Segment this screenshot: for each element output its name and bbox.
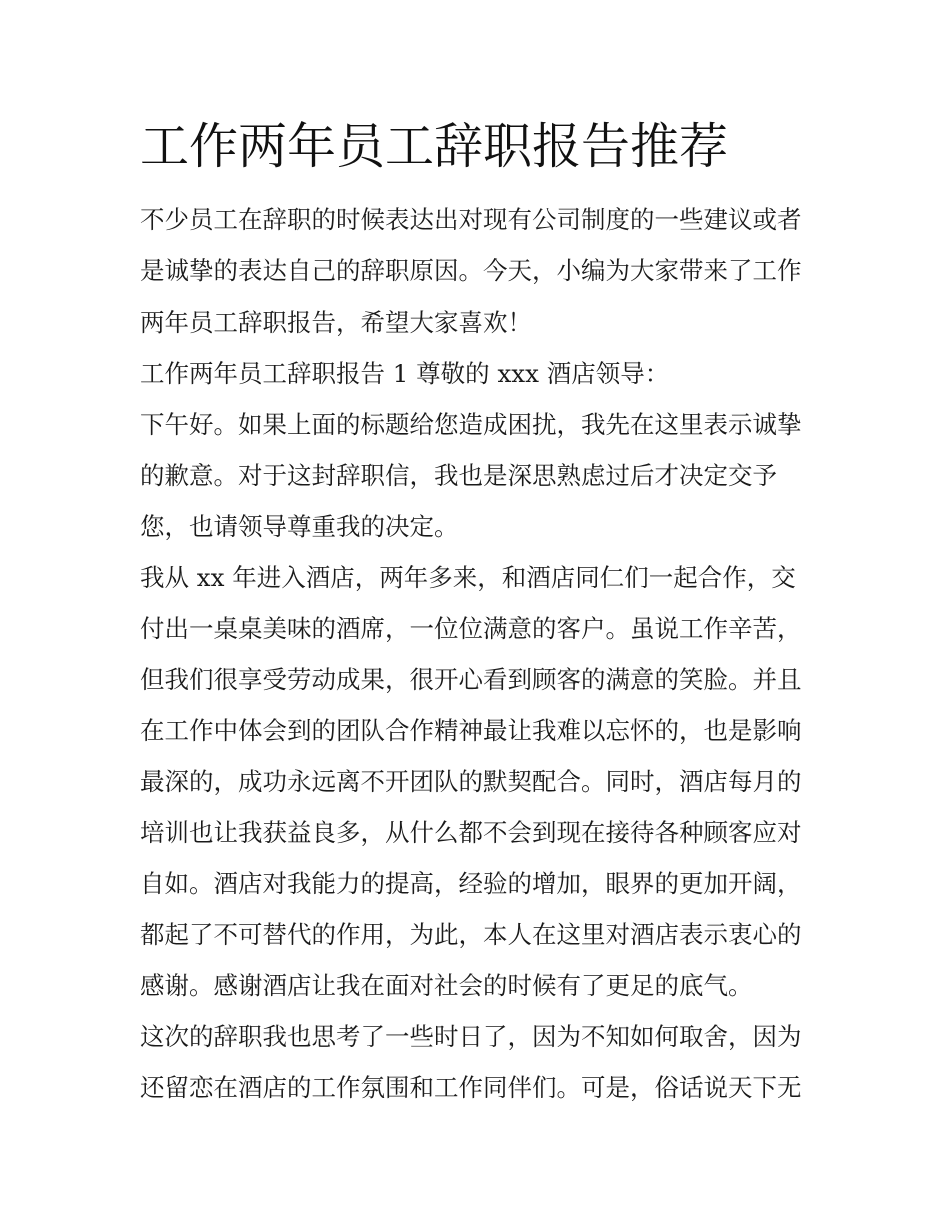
paragraph-line: 下午好。如果上面的标题给您造成困扰，我先在这里表示诚挚 [140, 410, 802, 439]
paragraph-line: 还留恋在酒店的工作氛围和工作同伴们。可是，俗话说天下无 [140, 1073, 802, 1102]
paragraph-line: 最深的，成功永远离不开团队的默契配合。同时，酒店每月的 [140, 767, 802, 796]
paragraph-line: 您，也请领导尊重我的决定。 [140, 512, 459, 541]
paragraph-line: 培训也让我获益良多，从什么都不会到现在接待各种顾客应对 [140, 818, 802, 847]
paragraph-line: 不少员工在辞职的时候表达出对现有公司制度的一些建议或者 [140, 205, 802, 234]
paragraph-line: 自如。酒店对我能力的提高，经验的增加，眼界的更加开阔， [140, 869, 802, 898]
paragraph-line: 但我们很享受劳动成果，很开心看到顾客的满意的笑脸。并且 [140, 665, 802, 694]
paragraph-line: 感谢。感谢酒店让我在面对社会的时候有了更足的底气。 [140, 971, 753, 1000]
paragraph-line: 在工作中体会到的团队合作精神最让我难以忘怀的，也是影响 [140, 716, 802, 745]
paragraph-line: 的歉意。对于这封辞职信，我也是深思熟虑过后才决定交予 [140, 461, 777, 490]
paragraph-line: 是诚挚的表达自己的辞职原因。今天，小编为大家带来了工作 [140, 256, 802, 285]
paragraph-line: 付出一桌桌美味的酒席，一位位满意的客户。虽说工作辛苦， [140, 614, 802, 643]
paragraph-line: 我从 xx 年进入酒店，两年多来，和酒店同仁们一起合作，交 [140, 563, 796, 592]
paragraph-line: 两年员工辞职报告，希望大家喜欢！ [140, 308, 532, 337]
paragraph-line: 都起了不可替代的作用，为此，本人在这里对酒店表示衷心的 [140, 920, 802, 949]
document-title: 工作两年员工辞职报告推荐 [140, 118, 729, 175]
paragraph-line: 工作两年员工辞职报告 1 尊敬的 xxx 酒店领导： [140, 359, 670, 388]
paragraph-line: 这次的辞职我也思考了一些时日了，因为不知如何取舍，因为 [140, 1022, 802, 1051]
